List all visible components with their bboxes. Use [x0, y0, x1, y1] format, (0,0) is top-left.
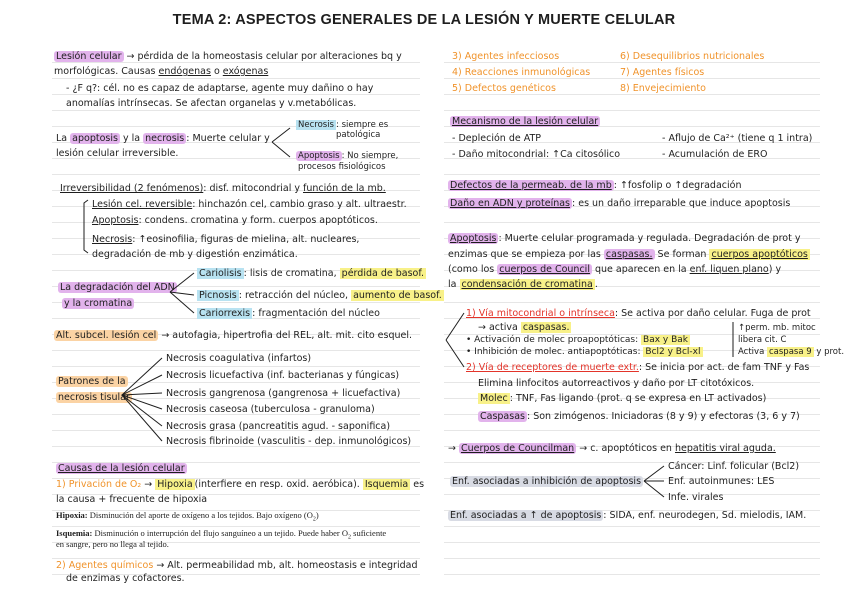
side-note-2: libera cit. C: [738, 335, 787, 345]
mecanismo-title-text: Mecanismo de la lesión celular: [452, 116, 599, 127]
causa-2-text: → Alt. permeabilidad mb, alt. homeostasis e integridad: [156, 560, 418, 571]
enf-inhib-item: Cáncer: Linf. folicular (Bcl2): [668, 461, 800, 472]
apoptosis-title: Apoptosis: [450, 233, 497, 244]
apoptosis-def-text-2: enzimas que se empieza por las: [448, 249, 601, 260]
muerte-line-2: lesión celular irreversible.: [56, 148, 179, 159]
necro-item: Necrosis coagulativa (infartos): [166, 353, 312, 364]
isquemia-def-text: Disminución o interrupción del flujo sanguíneo a un tejido. Puede haber O: [92, 528, 349, 538]
caspasas-term-2: caspasas.: [522, 322, 570, 333]
paren-y: ) y: [768, 264, 782, 275]
muerte-text: : Muerte celular y: [186, 133, 270, 144]
causa-1-label: 1) Privación de O₂: [56, 479, 142, 490]
bcl2: Bcl2 y Bcl-xl: [645, 347, 701, 357]
cariorrexis-text: : fragmentación del núcleo: [252, 308, 380, 319]
agente-item: 3) Agentes infecciosos: [452, 51, 560, 62]
isquemia-term: Isquemia: [364, 479, 409, 490]
mecanismo-item: - Acumulación de ERO: [662, 149, 768, 160]
defectos-text: : ↑fosfolip o ↑degradación: [613, 180, 742, 191]
caspasa-9: caspasa 9: [768, 347, 812, 357]
funcion-mb: función de la mb.: [303, 183, 386, 194]
hipoxia-definition: Hipoxia: Disminución del aporte de oxígeno a los tejidos. Bajo oxígeno $(O_2)$: [56, 510, 319, 523]
la-word: la: [448, 279, 457, 290]
proapoptoticas-text: • Activación de molec proapoptóticas:: [466, 335, 639, 345]
necrosis-box-label: Necrosis: [298, 120, 334, 130]
necro-item: Necrosis gangrenosa (gangrenosa + licuefactiva): [166, 388, 401, 399]
agente-item: 8) Envejecimiento: [620, 83, 706, 94]
enf-aumento-text: : SIDA, enf. neurodegen, Sd. mielodis, IAM.: [603, 510, 807, 521]
patrones-term-2: necrosis tisular: [58, 392, 130, 403]
bracket-line: [644, 466, 664, 481]
isquemia-def-text-2: suficiente: [351, 528, 387, 538]
lesion-reversible-text: : hinchazón cel, cambio graso y alt. ultraestr.: [192, 199, 407, 210]
agente-item: 4) Reacciones inmunológicas: [452, 67, 591, 78]
fq-question: - ¿F q?: [66, 83, 98, 94]
hipoxia-def-text: Disminución del aporte de oxígeno a los tejidos. Bajo oxígeno (O: [87, 510, 313, 520]
apoptosis-box-text-2: procesos fisiológicos: [298, 162, 386, 172]
defectos-term: Defectos de la permeab. de la mb: [450, 180, 612, 191]
necrosis-line-2: degradación de mb y digestión enzimática.: [92, 249, 298, 260]
necro-item: Necrosis licuefactiva (inf. bacterianas y fúngicas): [166, 370, 400, 381]
isquemia-definition-2: en sangre, pero no llega al tejido.: [56, 539, 169, 549]
que-aparecen: que aparecen en la: [595, 264, 687, 275]
bracket-line: [446, 340, 464, 367]
bracket-line: [122, 395, 162, 426]
apoptosis-def-text: : Muerte celular programada y regulada. Degradación de prot y: [498, 233, 801, 244]
molec-text: : TNF, Fas ligando (prot. q se expresa en LT activados): [509, 393, 767, 404]
causa-1-text: (interfiere en resp. oxid. aeróbica).: [194, 479, 360, 490]
caspasas-box-text: : Son zimógenos. Iniciadoras (8 y 9) y efectoras (3, 6 y 7): [526, 411, 800, 422]
la-word: La: [56, 133, 68, 144]
councilman-term: Cuerpos de Councilman: [461, 443, 575, 454]
via-1-title: 1) Vía mitocondrial o intrínseca: [466, 308, 615, 319]
page-title: TEMA 2: ASPECTOS GENERALES DE LA LESIÓN Y MUERTE CELULAR: [172, 12, 676, 28]
necrosis-line-term: Necrosis: [92, 234, 133, 245]
bracket-line: [446, 313, 464, 340]
cuerpos-apoptoticos: cuerpos apoptóticos: [711, 249, 808, 260]
cromatina-term: y la cromatina: [64, 298, 133, 309]
se-forman: Se forman: [657, 249, 707, 260]
enf-inhib-item: Infe. virales: [668, 492, 724, 503]
apoptosis-line-text: : condens. cromatina y form. cuerpos apoptóticos.: [138, 215, 378, 226]
como-los: (como los: [448, 264, 495, 275]
apoptosis-box-label: Apoptosis: [298, 151, 340, 161]
necrosis-term: necrosis: [145, 133, 185, 144]
adn-degradacion-term: La degradación del ADN: [60, 282, 175, 293]
antiapoptoticas-text: • Inhibición de molec. antiapoptóticas:: [466, 347, 641, 357]
bax-bak: Bax y Bak: [643, 335, 688, 345]
necrosis-box-text-1: : siempre es: [336, 120, 389, 130]
causas-text: morfológicas. Causas: [54, 66, 156, 77]
via-2-line-2: Elimina linfocitos autorreactivos y daño por LT citotóxicos.: [478, 378, 755, 389]
enf-aumento-term: Enf. asociadas a ↑ de apoptosis: [450, 510, 602, 521]
condensacion-cromatina: condensación de cromatina: [461, 279, 593, 290]
arrow: →: [448, 443, 456, 454]
enf-inhib-item: Enf. autoinmunes: LES: [668, 476, 775, 487]
agente-item: 5) Defectos genéticos: [452, 83, 556, 94]
endogenas: endógenas: [158, 66, 211, 77]
alt-subcel-text: → autofagia, hipertrofia del REL, alt. mit. cito esquel.: [161, 330, 413, 341]
side-note-1: ↑perm. mb. mitoc: [738, 323, 816, 333]
dot: .: [594, 279, 598, 290]
necrosis-line-text: : ↑eosinofilia, figuras de mielina, alt. nucleares,: [132, 234, 360, 245]
causa-2-line-2: de enzimas y cofactores.: [66, 573, 185, 584]
bracket-line: [84, 200, 88, 253]
dano-adn-text: : es un daño irreparable que induce apoptosis: [572, 198, 791, 209]
isquemia-def-label: Isquemia:: [56, 528, 93, 538]
conj-o: o: [213, 66, 220, 77]
agente-item: 7) Agentes físicos: [620, 67, 705, 78]
hipoxia-term: Hipoxia: [157, 479, 193, 490]
hipoxia-def-label: Hipoxia:: [56, 510, 88, 520]
causa-1-line-2: la causa + frecuente de hipoxia: [56, 494, 208, 505]
necro-item: Necrosis caseosa (tuberculosa - granuloma): [166, 404, 375, 415]
cariolisis-text: : lisis de cromatina,: [243, 268, 337, 279]
via-2-text: : Se inicia por act. de fam TNF y Fas: [638, 362, 810, 373]
lesion-reversible-term: Lesión cel. reversible: [92, 199, 193, 210]
necrosis-box-text-2: patológica: [336, 130, 381, 140]
bracket-line: [272, 128, 290, 142]
picnosis-term: Picnosis: [199, 290, 237, 301]
bracket-line: [170, 273, 194, 292]
mecanismo-item: - Daño mitocondrial: ↑Ca citosólico: [452, 149, 621, 160]
picnosis-text: : retracción del núcleo,: [238, 290, 349, 301]
irreversibilidad-term: Irreversibilidad (2 fenómenos): [60, 183, 204, 194]
hepatitis: hepatitis viral aguda.: [674, 443, 776, 454]
lesion-celular-term: Lesión celular: [56, 51, 122, 62]
activa-word: Activa: [738, 347, 765, 357]
caspasas-term: caspasas.: [605, 249, 653, 260]
necro-item: Necrosis grasa (pancreatitis agud. - saponifica): [166, 421, 391, 432]
mecanismo-item: - Depleción de ATP: [452, 133, 542, 144]
es-word: es: [413, 479, 425, 490]
causas-title-text: Causas de la lesión celular: [58, 463, 185, 474]
apoptosis-box-text-1: : No siempre,: [341, 151, 399, 161]
agente-item: 6) Desequilibrios nutricionales: [620, 51, 765, 62]
bracket-line: [122, 375, 162, 395]
necro-item: Necrosis fibrinoide (vasculitis - dep. inmunológicos): [166, 436, 412, 447]
picnosis-highlight: aumento de basof.: [353, 290, 442, 301]
fq-answer-1: : cél. no es capaz de adaptarse, agente muy dañino o hay: [97, 83, 374, 94]
molec-term: Molec: [480, 393, 508, 404]
hipoxia-def-end: ): [315, 510, 319, 520]
via-2-title: 2) Vía de receptores de muerte extr.: [466, 362, 639, 373]
cuerpos-council: cuerpos de Council: [499, 264, 590, 275]
bracket-line: [644, 481, 664, 497]
arrow-text: →: [144, 479, 153, 490]
lesion-celular-def: → pérdida de la homeostasis celular por alteraciones bq y: [126, 51, 402, 62]
cariolisis-term: Cariolisis: [199, 268, 242, 279]
exogenas: exógenas: [222, 66, 269, 77]
activa-text: → activa: [478, 322, 518, 333]
dano-adn-term: Daño en ADN y proteínas: [450, 198, 570, 209]
councilman-text: → c. apoptóticos en: [579, 443, 672, 454]
cariorrexis-term: Cariorrexis: [199, 308, 251, 319]
enf-inhibicion-term: Enf. asociadas a inhibición de apoptosis: [452, 476, 642, 487]
bracket-line: [170, 292, 194, 313]
alt-subcel-term: Alt. subcel. lesión cel: [56, 330, 157, 341]
fq-line-2: anomalías intrínsecas. Se afectan organelas y v.metabólicas.: [66, 98, 357, 109]
via-1-text: : Se activa por daño celular. Fuga de prot: [614, 308, 811, 319]
enf-liquen: enf. liquen plano: [689, 264, 769, 275]
mecanismo-item: - Aflujo de Ca²⁺ (tiene q 1 intra): [662, 133, 813, 144]
y-prot: y prot.: [816, 347, 845, 357]
y-word: y la: [122, 133, 141, 144]
bracket-line: [272, 142, 290, 157]
causa-2-label: 2) Agentes químicos: [56, 560, 154, 571]
irreversibilidad-text: : disf. mitocondrial y: [203, 183, 300, 194]
bracket-line: [122, 393, 162, 395]
apoptosis-term: apoptosis: [72, 133, 118, 144]
caspasas-box-term: Caspasas: [480, 411, 525, 422]
bracket-line: [122, 358, 162, 395]
patrones-term-1: Patrones de la: [58, 376, 126, 387]
isquemia-definition: Isquemia: Disminución o interrupción del flujo sanguíneo a un tejido. Puede haber $O_2$ suficiente: [56, 528, 387, 541]
apoptosis-line-term: Apoptosis: [92, 215, 139, 226]
cariolisis-highlight: pérdida de basof.: [341, 268, 425, 279]
